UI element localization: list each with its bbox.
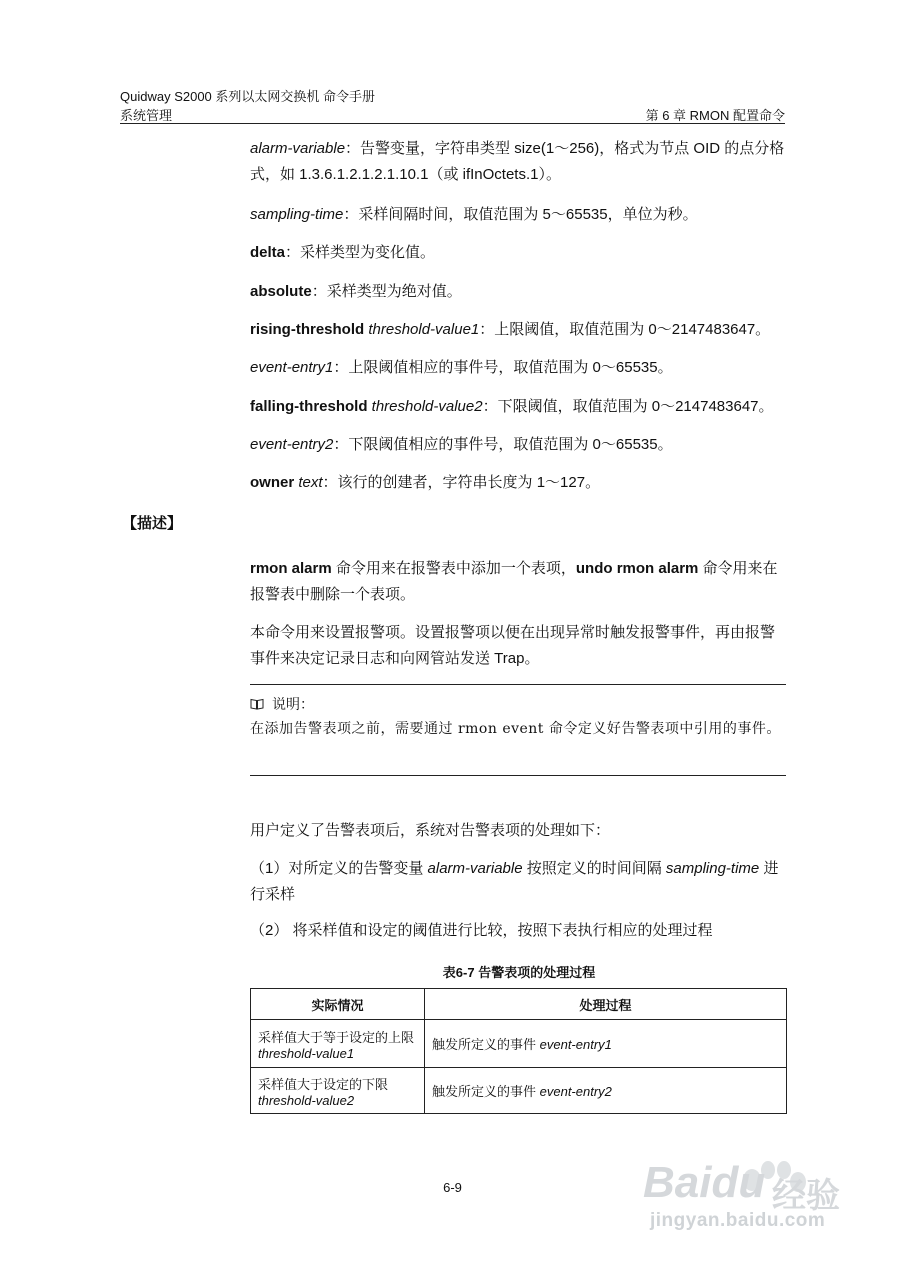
param-desc: ：上限阈值，取值范围为 0～2147483647。: [479, 321, 771, 338]
note-rule-top: [250, 684, 786, 685]
header-rule: [120, 123, 785, 124]
process-step-2: （2） 将采样值和设定的阈值进行比较，按照下表执行相应的处理过程: [250, 922, 713, 939]
step-var: sampling-time: [665, 860, 760, 877]
param-falling-threshold: [250, 394, 788, 420]
param-event-entry2: [250, 432, 788, 458]
description-para-2: 本命令用来设置报警项。设置报警项以便在出现异常时触发报警事件，再由报警事件来决定记录日志和向网管站发送 Trap。: [250, 624, 776, 667]
cell-var: threshold-value1: [258, 1045, 355, 1061]
param-keyword: falling-threshold: [250, 398, 368, 415]
description-para-1: [250, 556, 788, 608]
watermark-url: jingyan.baidu.com: [650, 1210, 826, 1231]
param-desc: ：下限阈值，取值范围为 0～2147483647。: [482, 398, 774, 415]
table-cell-action: [425, 1020, 787, 1068]
cell-var: threshold-value2: [258, 1092, 355, 1108]
param-name: event-entry1: [250, 359, 334, 376]
watermark-brand: Baidu: [643, 1158, 766, 1207]
header-title: Quidway S2000 系列以太网交换机 命令手册: [120, 89, 376, 104]
param-desc: ：下限阈值相应的事件号，取值范围为 0～65535。: [333, 436, 673, 453]
param-delta: [250, 240, 788, 266]
step-text: 进行采样: [250, 860, 779, 903]
param-desc: ：告警变量，字符串类型 size(1～256)，格式为节点 OID 的点分格式，如 1.3.6.1.2.1.2.1.10.1（或 ifInOctets.1）。: [250, 140, 785, 183]
param-absolute: [250, 279, 788, 305]
param-name: sampling-time: [250, 206, 344, 223]
param-name: alarm-variable: [250, 140, 346, 157]
param-keyword: rising-threshold: [250, 321, 365, 338]
process-intro: 用户定义了告警表项后，系统对告警表项的处理如下：: [250, 822, 611, 839]
param-name: delta: [250, 244, 286, 261]
param-owner: [250, 470, 788, 496]
table-header-row: [251, 989, 787, 1020]
step-text: 按照定义的时间间隔: [522, 860, 666, 877]
step-var: alarm-variable: [427, 860, 523, 877]
section-title: 【描述】: [122, 515, 183, 532]
process-step-1: [250, 856, 788, 908]
param-name: threshold-value1: [368, 321, 480, 338]
param-name: threshold-value2: [371, 398, 483, 415]
table-row: [251, 1020, 787, 1068]
param-rising-threshold: [250, 317, 788, 343]
page-number: 6-9: [443, 1180, 462, 1195]
param-desc: ：该行的创建者，字符串长度为 1～127。: [322, 474, 601, 491]
param-name: absolute: [250, 283, 312, 300]
note-label: 说明：: [272, 696, 314, 712]
cell-text: 采样值大于等于设定的上限: [258, 1029, 415, 1045]
param-keyword: owner: [250, 474, 295, 491]
desc-text: 命令用来在报警表中删除一个表项。: [250, 560, 778, 603]
header-row: [120, 105, 785, 124]
cell-var: event-entry2: [539, 1084, 612, 1099]
process-table: [250, 988, 787, 1114]
param-sampling-time: [250, 202, 788, 228]
desc-text: 命令用来在报警表中添加一个表项，: [331, 560, 576, 577]
param-desc: ：采样类型为变化值。: [285, 244, 436, 261]
cell-text: 触发所定义的事件: [432, 1084, 540, 1099]
param-name: text: [298, 474, 323, 491]
table-row: [251, 1068, 787, 1114]
header-section: 系统管理: [120, 108, 173, 123]
table-cell-condition: [251, 1020, 425, 1068]
cell-text: 采样值大于设定的下限: [258, 1076, 389, 1092]
param-event-entry1: [250, 355, 788, 381]
note-rule-bottom: [250, 775, 786, 776]
note-body: 在添加告警表项之前，需要通过 rmon event 命令定义好告警表项中引用的事件。: [250, 721, 781, 737]
header-chapter: 第 6 章 RMON 配置命令: [645, 108, 785, 123]
param-desc: ：采样间隔时间，取值范围为 5～65535，单位为秒。: [343, 206, 698, 223]
param-desc: ：上限阈值相应的事件号，取值范围为 0～65535。: [333, 359, 673, 376]
cell-var: event-entry1: [539, 1037, 612, 1052]
param-desc: ：采样类型为绝对值。: [311, 283, 462, 300]
param-alarm-variable: [250, 136, 788, 188]
table-cell-action: [425, 1068, 787, 1114]
step-text: （1）对所定义的告警变量: [250, 860, 428, 877]
book-icon: [250, 698, 264, 710]
table-header: 处理过程: [425, 989, 787, 1020]
cmd-rmon-alarm: rmon alarm: [250, 560, 332, 577]
cell-text: 触发所定义的事件: [432, 1037, 540, 1052]
table-header: 实际情况: [251, 989, 425, 1020]
table-cell-condition: [251, 1068, 425, 1114]
table-caption: 表6-7 告警表项的处理过程: [442, 965, 596, 980]
watermark-brand-cn: 经验: [772, 1177, 840, 1215]
cmd-undo-rmon-alarm: undo rmon alarm: [575, 560, 699, 577]
param-name: event-entry2: [250, 436, 334, 453]
note-title: [250, 694, 314, 714]
